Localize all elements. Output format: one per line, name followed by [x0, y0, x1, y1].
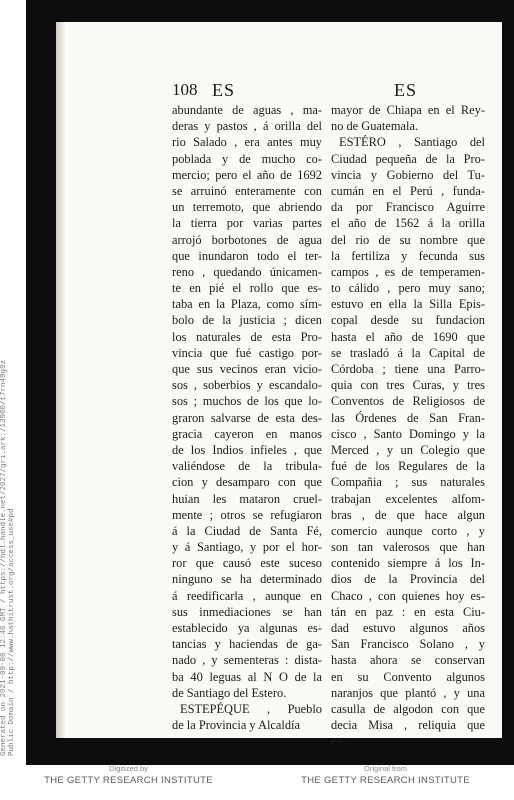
- text-line: abundante de aguas , ma-: [172, 103, 322, 117]
- text-line: se trasladó á la Capital de: [331, 345, 485, 360]
- text-line: deras y pastos , á orilla del: [172, 119, 322, 134]
- text-line: del rio de su nombre que: [331, 232, 485, 247]
- text-line: bras , de que hace algun: [331, 507, 485, 522]
- footer-institution: THE GETTY RESEARCH INSTITUTE: [44, 775, 213, 786]
- text-line: sos ; muchos de los que lo-: [172, 394, 322, 409]
- text-line: no de Guatemala.: [331, 119, 419, 134]
- text-line: cumán en el Perú , funda-: [331, 183, 485, 198]
- text-line: poblada y de mucho co-: [172, 151, 322, 166]
- text-line: ninguno se ha determinado: [172, 572, 322, 587]
- text-line: naranjos que plantó , y una: [331, 685, 485, 700]
- text-line: Chaco , con quienes hoy es-: [331, 588, 485, 603]
- text-line: la tierra por varias partes: [172, 216, 322, 231]
- running-head: [0, 80, 514, 104]
- text-line: to cálido , pero muy sano;: [331, 281, 485, 296]
- text-line: trabajan excelentes alfom-: [331, 491, 485, 506]
- text-line: casulla de algodon con que: [331, 701, 485, 716]
- footer-institution: THE GETTY RESEARCH INSTITUTE: [301, 775, 470, 786]
- text-line: tancias y haciendas de ga-: [172, 637, 322, 652]
- text-line: estuvo en ella la Silla Epis-: [331, 297, 485, 312]
- text-line: vincia que fué castigo por-: [172, 345, 322, 360]
- text-line: Conventos de Religiosos de: [331, 394, 485, 409]
- text-line: fué de los Regulares de la: [331, 459, 485, 474]
- text-line: ror que causó este suceso: [172, 556, 322, 571]
- text-line: el año de 1562 á la orilla: [331, 216, 485, 231]
- text-line: de la Provincia y Alcaldía: [172, 718, 300, 733]
- text-line: arrojó borbotones de agua: [172, 232, 322, 247]
- running-head-left-word: ES: [212, 80, 236, 100]
- page-gutter-shadow: [56, 22, 66, 738]
- text-line: las Órdenes de San Fran-: [331, 410, 485, 425]
- text-line: da por Francisco Aguirre: [331, 200, 485, 215]
- text-line: Córdoba ; tiene una Parro-: [331, 362, 485, 376]
- text-line: gracia cayeron en manos: [172, 426, 322, 441]
- text-line: ESTEPÉQUE , Pueblo: [180, 701, 322, 716]
- text-line: los naturales de esta Pro-: [172, 329, 322, 344]
- footer-digitized-by: [0, 764, 257, 786]
- text-line: de Santiago del Estero.: [172, 685, 287, 700]
- left-text-column: [172, 102, 322, 733]
- text-line: que sus vecinos eran vicio-: [172, 362, 322, 376]
- text-line: nado , y sementeras : dista-: [172, 653, 322, 668]
- text-line: bolo de la justicia ; dicen: [172, 313, 322, 328]
- text-line: campos , es de temperamen-: [331, 264, 485, 279]
- text-line: dios de la Provincia del: [331, 572, 485, 587]
- text-line: dad estuvo algunos años: [331, 621, 485, 635]
- watermark-line: Generated on 2021-09-08 12:46 GMT / https://hdl.handle.net/2027/gri.ark:/13960/t7rn49g9z: [0, 359, 8, 756]
- footer-caption: Digitized by: [109, 764, 148, 773]
- text-line: un terremoto, que abriendo: [172, 200, 322, 215]
- text-line: hasta el año de 1690 que: [331, 329, 485, 344]
- text-line: que inundaron todo el ter-: [172, 248, 322, 263]
- text-line: se arruinó enteramente con: [172, 183, 322, 198]
- text-line: cisco , Santo Domingo y la: [331, 426, 485, 441]
- text-line: mayor de Chiapa en el Rey-: [331, 103, 485, 117]
- text-line: á reedificarla , aunque en: [172, 588, 322, 603]
- text-line: tán en paz : en esta Ciu-: [331, 604, 485, 619]
- footer-original-from: [257, 764, 514, 786]
- watermark-line: Public Domain / http://www.hathitrust.org/access_use#pd: [8, 508, 16, 756]
- text-line: de los Indios infieles , que: [172, 442, 322, 457]
- text-line: San Francisco Solano , y: [331, 637, 485, 652]
- text-line: graron salvarse de esta des-: [172, 410, 322, 425]
- text-line: quia con tres Curas, y tres: [331, 378, 485, 393]
- text-line: contenido siempre á los In-: [331, 556, 485, 571]
- text-line: establecido ya algunas es-: [172, 621, 322, 635]
- text-line: mercio; pero el año de 1692: [172, 167, 322, 182]
- text-line: huian les mataron cruel-: [172, 491, 322, 506]
- page-number: 108: [172, 80, 198, 99]
- text-line: ESTÉRO , Santiago del: [339, 135, 485, 150]
- text-line: cion y desamparo con que: [172, 475, 322, 490]
- text-line: son tan valerosos que han: [331, 540, 485, 555]
- text-line: hasta ahora se conservan: [331, 653, 485, 668]
- digitization-watermark: [0, 359, 16, 756]
- text-line: Compañia ; sus naturales: [331, 475, 485, 490]
- text-line: Merced , y un Colegio que: [331, 442, 485, 457]
- text-line: te en pié el rollo que es-: [172, 281, 322, 296]
- text-line: comercio aunque corto , y: [331, 523, 485, 538]
- text-line: rio Salado , era antes muy: [172, 135, 322, 150]
- text-line: copal desde su fundacion: [331, 313, 485, 328]
- text-line: en su Convento algunos: [331, 669, 485, 684]
- running-head-right-word: ES: [394, 80, 418, 100]
- text-line: es-: [331, 734, 346, 749]
- text-line: taba en la Plaza, como sím-: [172, 297, 322, 312]
- text-line: ba 40 leguas al N O de la: [172, 669, 322, 684]
- text-line: y á Santiago, y por el hor-: [172, 540, 322, 555]
- text-line: reno , quedando únicamen-: [172, 264, 322, 279]
- text-line: sos , soberbios y escandalo-: [172, 378, 322, 393]
- text-line: la fertiliza y fecunda sus: [331, 248, 485, 263]
- text-line: valiéndose de la tribula-: [172, 459, 322, 474]
- text-line: vincia y Gobierno del Tu-: [331, 167, 485, 182]
- text-line: Ciudad pequeña de la Pro-: [331, 151, 485, 166]
- footer-caption: Original from: [364, 764, 407, 773]
- text-line: mente ; otros se refugiaron: [172, 507, 322, 522]
- text-line: decia Misa , reliquia que: [331, 718, 485, 733]
- text-line: sus inmediaciones se han: [172, 604, 322, 619]
- text-line: á la Ciudad de Santa Fé,: [172, 523, 322, 538]
- right-text-column: [331, 102, 485, 750]
